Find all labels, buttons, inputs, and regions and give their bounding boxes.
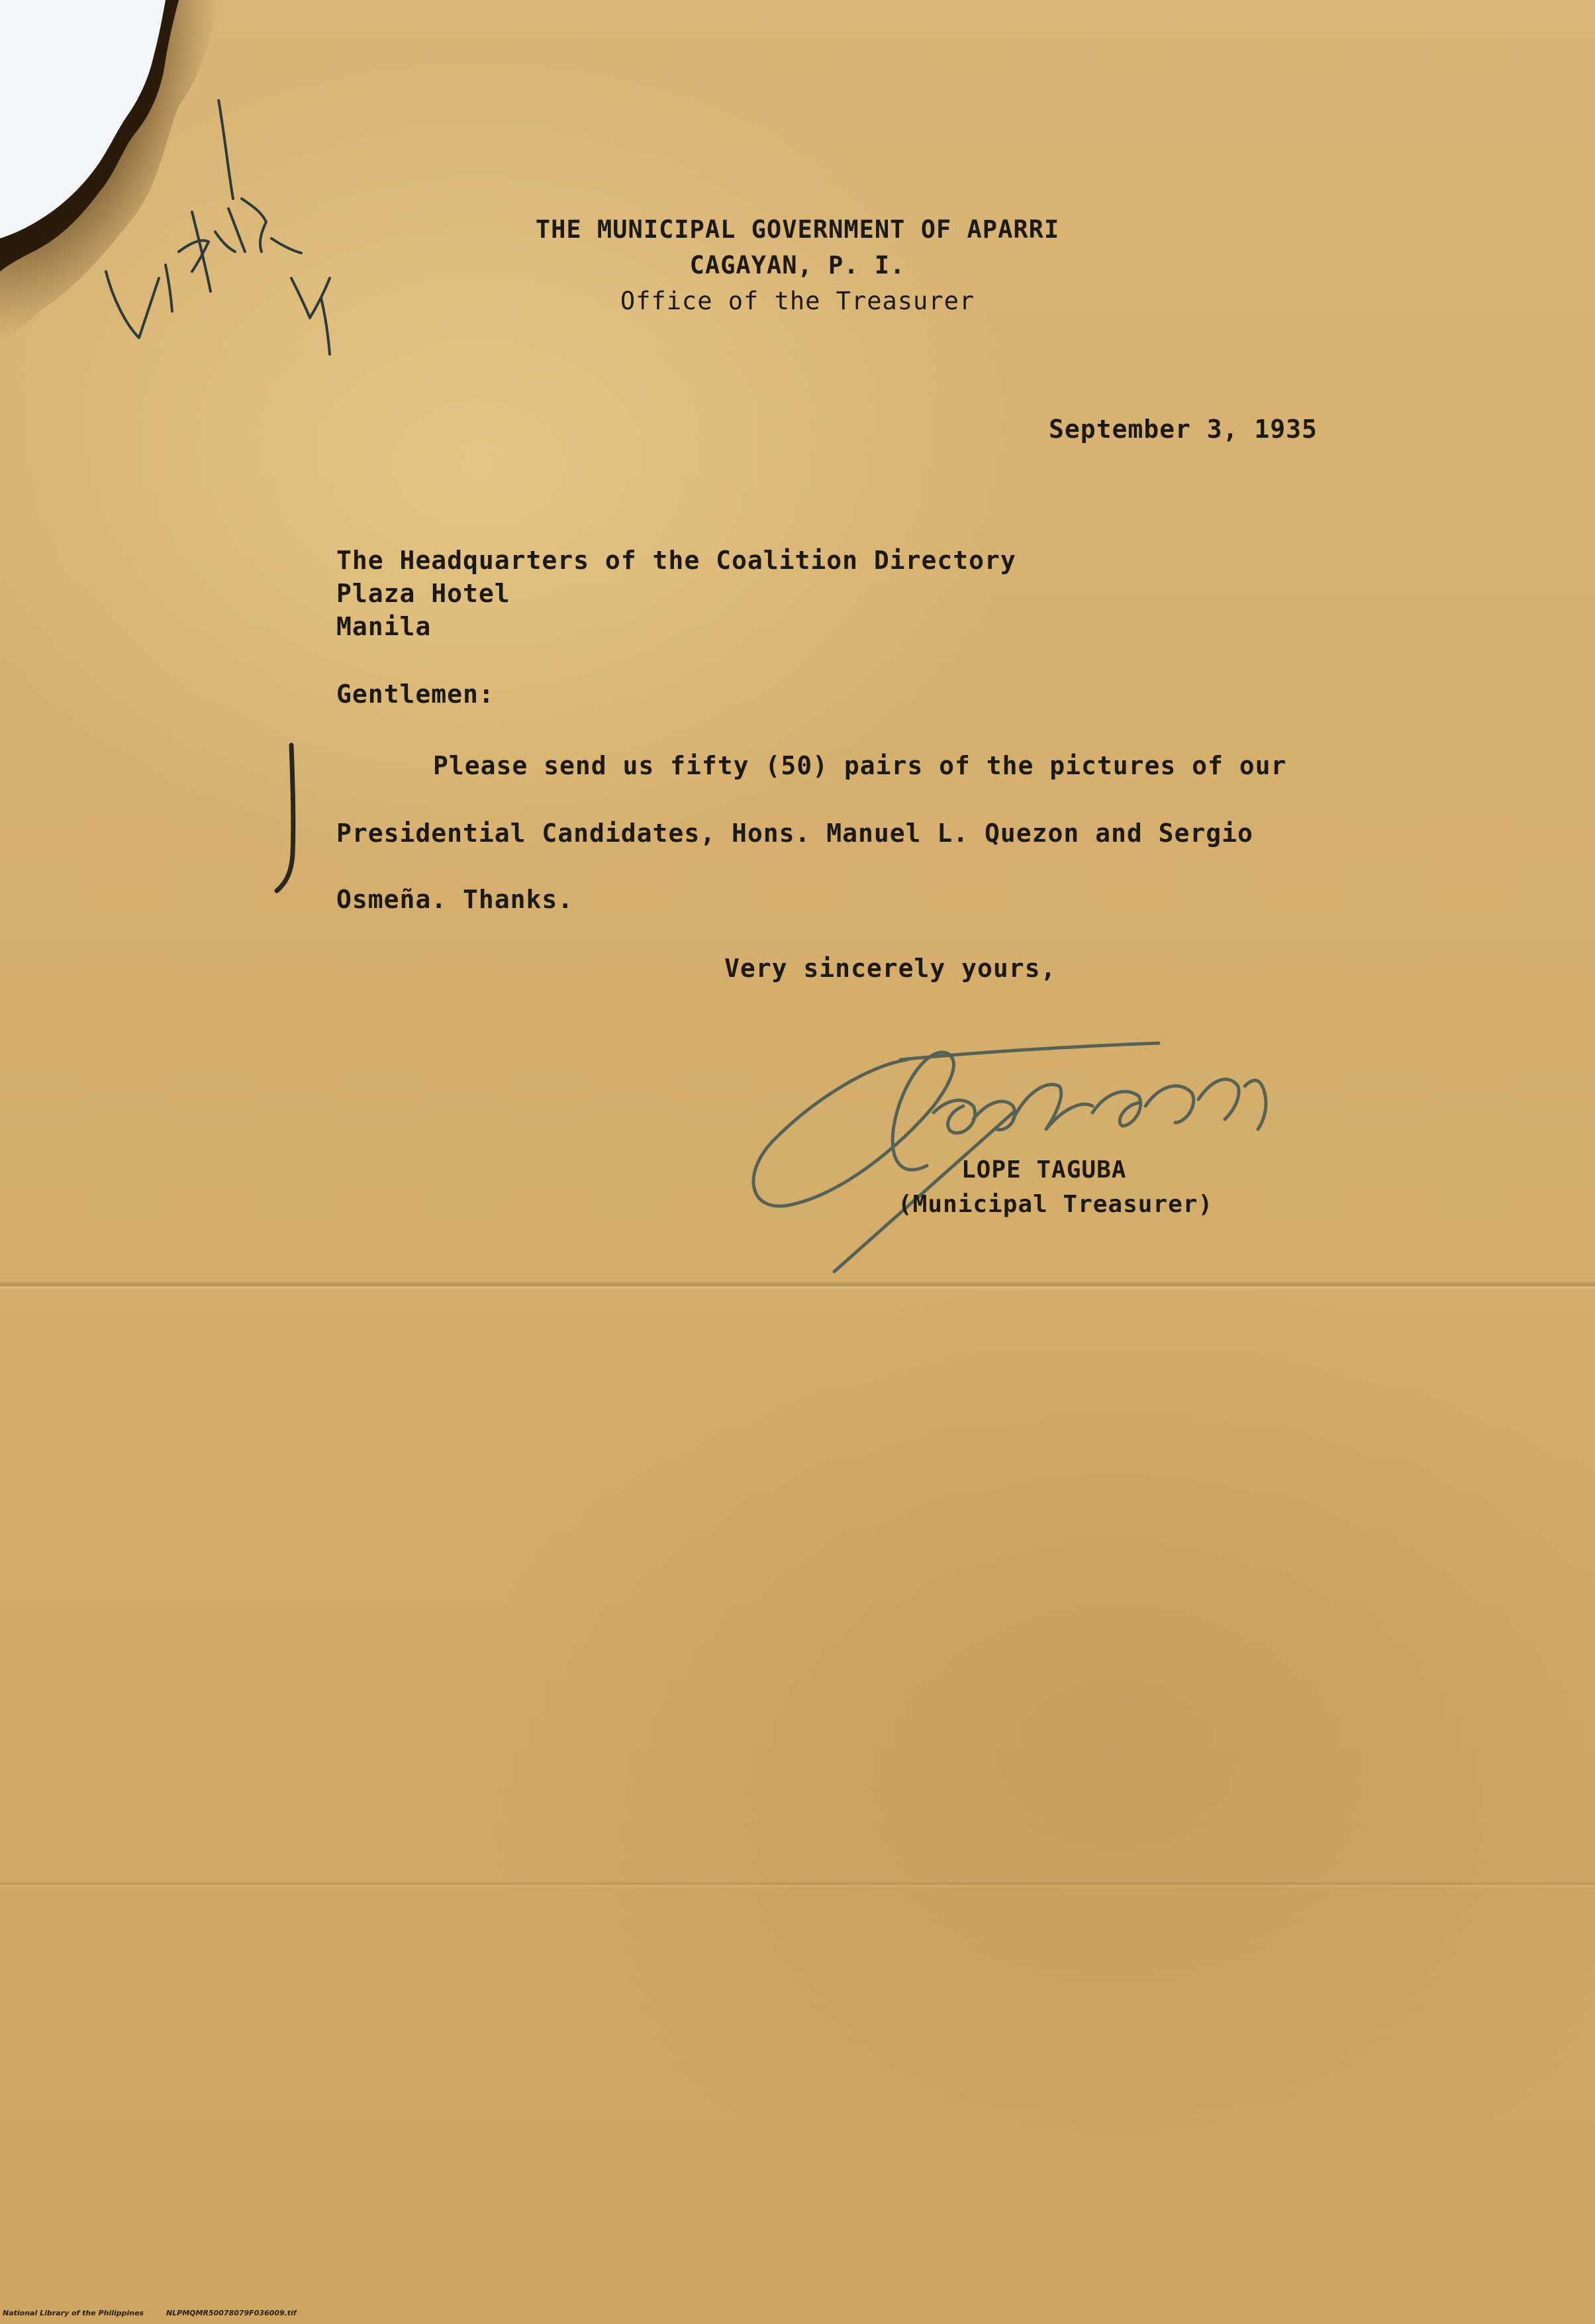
signer-name: LOPE TAGUBA — [961, 1156, 1127, 1184]
archive-file-id: NLPMQMR50078079F036009.tif — [166, 2309, 297, 2317]
body-line-3: Osmeña. Thanks. — [336, 885, 574, 914]
salutation: Gentlemen: — [336, 680, 495, 709]
paper-fold-crease — [0, 1281, 1595, 1290]
letterhead-province: CAGAYAN, P. I. — [689, 251, 906, 279]
letterhead-office: Office of the Treasurer — [620, 287, 975, 315]
paper-fold-crease-lower — [0, 1881, 1595, 1888]
letterhead-government: THE MUNICIPAL GOVERNMENT OF APARRI — [535, 215, 1060, 244]
archive-footer — [3, 2309, 316, 2317]
archive-name: National Library of the Philippines — [3, 2309, 144, 2317]
addressee-line-2: Plaza Hotel — [336, 579, 510, 608]
letter-date: September 3, 1935 — [1049, 415, 1318, 444]
handwritten-signature — [735, 1013, 1331, 1278]
handwritten-notation — [93, 99, 344, 364]
body-line-1: Please send us fifty (50) pairs of the pictures of our — [433, 751, 1287, 780]
closing: Very sincerely yours, — [724, 954, 1057, 983]
margin-check-mark — [265, 742, 311, 894]
signer-title: (Municipal Treasurer) — [898, 1191, 1214, 1218]
addressee-line-1: The Headquarters of the Coalition Directory — [336, 546, 1016, 575]
body-line-2: Presidential Candidates, Hons. Manuel L. Quezon and Sergio — [336, 819, 1253, 848]
addressee-line-3: Manila — [336, 612, 432, 641]
